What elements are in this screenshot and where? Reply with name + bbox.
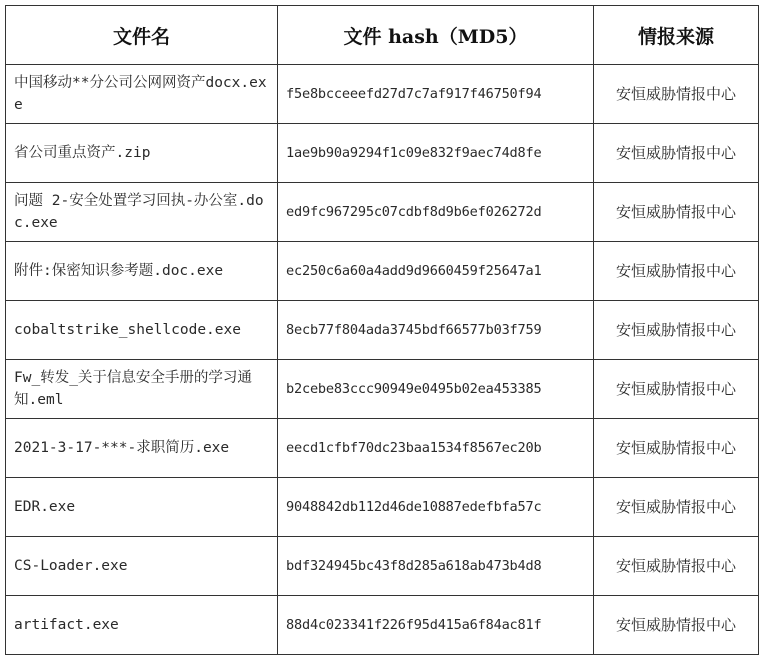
cell-filename: 问题 2-安全处置学习回执-办公室.doc.exe <box>6 183 278 242</box>
table-row <box>6 596 759 655</box>
cell-source: 安恒威胁情报中心 <box>594 537 759 596</box>
header-source: 情报来源 <box>594 6 759 65</box>
cell-source: 安恒威胁情报中心 <box>594 124 759 183</box>
table-header <box>6 6 759 65</box>
cell-hash: 1ae9b90a9294f1c09e832f9aec74d8fe <box>278 124 594 183</box>
cell-hash: 88d4c023341f226f95d415a6f84ac81f <box>278 596 594 655</box>
table-row <box>6 360 759 419</box>
cell-filename: 中国移动**分公司公网网资产docx.exe <box>6 65 278 124</box>
cell-hash: f5e8bcceeefd27d7c7af917f46750f94 <box>278 65 594 124</box>
table-row <box>6 537 759 596</box>
cell-source: 安恒威胁情报中心 <box>594 183 759 242</box>
cell-source: 安恒威胁情报中心 <box>594 242 759 301</box>
cell-hash: eecd1cfbf70dc23baa1534f8567ec20b <box>278 419 594 478</box>
header-filename: 文件名 <box>6 6 278 65</box>
header-row <box>6 6 759 65</box>
cell-hash: 8ecb77f804ada3745bdf66577b03f759 <box>278 301 594 360</box>
cell-filename: 2021-3-17-***-求职简历.exe <box>6 419 278 478</box>
cell-hash: 9048842db112d46de10887edefbfa57c <box>278 478 594 537</box>
cell-filename: CS-Loader.exe <box>6 537 278 596</box>
cell-hash: b2cebe83ccc90949e0495b02ea453385 <box>278 360 594 419</box>
cell-hash: ed9fc967295c07cdbf8d9b6ef026272d <box>278 183 594 242</box>
table-body <box>6 65 759 655</box>
ioc-table <box>5 5 759 655</box>
table-row <box>6 124 759 183</box>
table-row <box>6 242 759 301</box>
cell-source: 安恒威胁情报中心 <box>594 478 759 537</box>
cell-hash: bdf324945bc43f8d285a618ab473b4d8 <box>278 537 594 596</box>
cell-filename: cobaltstrike_shellcode.exe <box>6 301 278 360</box>
cell-source: 安恒威胁情报中心 <box>594 65 759 124</box>
cell-source: 安恒威胁情报中心 <box>594 301 759 360</box>
header-hash: 文件 hash（MD5） <box>278 6 594 65</box>
cell-source: 安恒威胁情报中心 <box>594 419 759 478</box>
cell-source: 安恒威胁情报中心 <box>594 596 759 655</box>
table-row <box>6 65 759 124</box>
table-row <box>6 478 759 537</box>
cell-filename: Fw_转发_关于信息安全手册的学习通知.eml <box>6 360 278 419</box>
cell-hash: ec250c6a60a4add9d9660459f25647a1 <box>278 242 594 301</box>
table-row <box>6 301 759 360</box>
cell-filename: EDR.exe <box>6 478 278 537</box>
cell-filename: 省公司重点资产.zip <box>6 124 278 183</box>
cell-filename: artifact.exe <box>6 596 278 655</box>
cell-source: 安恒威胁情报中心 <box>594 360 759 419</box>
cell-filename: 附件:保密知识参考题.doc.exe <box>6 242 278 301</box>
table-row <box>6 419 759 478</box>
table-row <box>6 183 759 242</box>
